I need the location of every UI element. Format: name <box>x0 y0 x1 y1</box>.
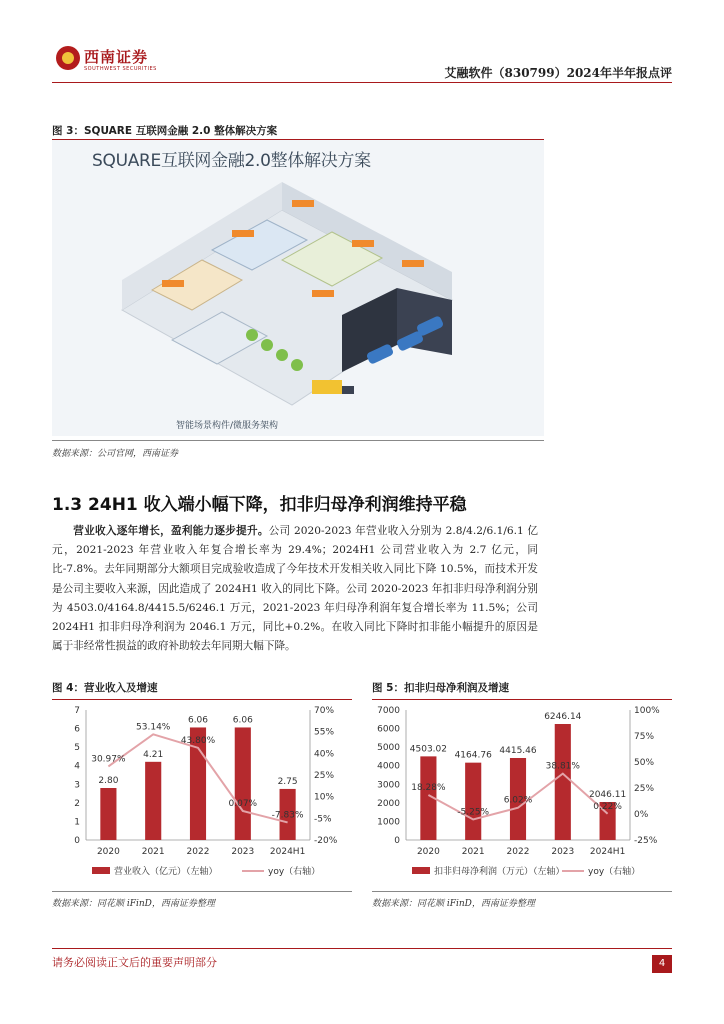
isometric-office-illustration <box>52 140 544 436</box>
section-paragraph <box>52 522 538 656</box>
y-tick-label: 2000 <box>377 798 400 809</box>
y2-tick-label: 55% <box>314 727 335 738</box>
net-profit-chart <box>372 700 672 890</box>
yoy-value-label: 0.07% <box>228 799 258 810</box>
figure5-bottom-rule <box>372 891 672 892</box>
logo-name: 西南证券 <box>84 48 149 66</box>
yoy-value-label: 43.80% <box>180 735 216 746</box>
y2-tick-label: 50% <box>634 758 655 768</box>
figure3-title: 图 3：SQUARE 互联网金融 2.0 整体解决方案 <box>52 125 278 137</box>
header-divider <box>52 82 672 83</box>
x-tick-label: 2024H1 <box>589 847 626 857</box>
y-tick-label: 7000 <box>377 706 400 716</box>
solution-illustration <box>52 140 544 436</box>
yoy-value-label: 30.97% <box>91 754 126 765</box>
bar-value-label: 4.21 <box>143 749 164 760</box>
bar-value-label: 4164.76 <box>454 750 492 761</box>
y2-tick-label: 70% <box>314 706 335 716</box>
legend-bar-swatch <box>92 867 110 874</box>
page-number: 4 <box>652 955 672 973</box>
bar-value-label: 4415.46 <box>499 745 537 756</box>
revenue-chart <box>52 700 352 890</box>
bar-value-label: 2.75 <box>277 776 298 787</box>
y-tick-label: 0 <box>394 836 400 846</box>
yoy-value-label: 18.28% <box>411 782 446 793</box>
x-tick-label: 2024H1 <box>269 847 306 857</box>
yoy-value-label: 0.22% <box>593 801 622 812</box>
bar <box>235 727 251 840</box>
y-tick-label: 6000 <box>377 724 400 735</box>
figure4-title: 图 4：营业收入及增速 <box>52 682 158 694</box>
yoy-value-label: 6.02% <box>503 795 533 806</box>
y-tick-label: 1000 <box>377 817 400 828</box>
y-tick-label: 7 <box>74 706 80 716</box>
legend-line-label: yoy（右轴） <box>588 867 641 877</box>
y2-tick-label: 40% <box>314 749 335 760</box>
legend-bar-swatch <box>412 867 430 874</box>
x-tick-label: 2022 <box>506 847 530 857</box>
y2-tick-label: 75% <box>634 732 655 742</box>
y-tick-label: 2 <box>74 798 80 809</box>
paragraph-body: 公司 2020-2023 年营业收入分别为 2.8/4.2/6.1/6.1 亿元，2021-2023 年营业收入年复合增长率为 29.4%；2024H1 公司营业收入为 2.7 亿元，同比-7.8%。去年同期部分大额项目完成验收造成了今年技术开发相关收入同比下降 10.5%，而技术开发是公司主要收入来源，因此造成了 2024H1 收入的同比下降。公司 2020-2023 年扣非归母净利润分别为 4503.0/4164.8/4415.5/6246.1 万元，2021-2023 年归母净利润年复合增长率为 11.5%；公司 2024H1 扣非归母净利润为 2046.1 万元，同比+0.2%。在收入同比下降时扣非能小幅提升的原因是属于非经常性损益的政府补助较去年同期大幅下降。 <box>52 525 538 653</box>
figure3-source: 数据来源：公司官网，西南证券 <box>52 449 179 459</box>
y2-tick-label: 100% <box>634 706 660 716</box>
logo-icon <box>56 46 80 70</box>
bar <box>145 762 161 840</box>
bar-value-label: 6.06 <box>187 715 209 726</box>
figure5-source: 数据来源：同花顺 iFinD，西南证券整理 <box>372 899 535 909</box>
figure4-source: 数据来源：同花顺 iFinD，西南证券整理 <box>52 899 215 909</box>
illustration-title: SQUARE互联网金融2.0整体解决方案 <box>92 151 371 171</box>
y-tick-label: 5 <box>74 743 80 754</box>
x-tick-label: 2021 <box>141 847 165 857</box>
bar <box>465 763 481 840</box>
yoy-value-label: 53.14% <box>136 722 171 733</box>
x-tick-label: 2021 <box>461 847 485 857</box>
bar-value-label: 2.80 <box>98 776 119 786</box>
yoy-value-label: 38.81% <box>545 761 580 772</box>
legend-bar-label: 营业收入（亿元）（左轴） <box>114 867 218 877</box>
footer-divider <box>52 948 672 949</box>
y2-tick-label: 25% <box>314 771 335 781</box>
y-tick-label: 4 <box>74 761 80 772</box>
x-tick-label: 2023 <box>231 847 255 857</box>
y-tick-label: 4000 <box>377 761 400 772</box>
y-tick-label: 3000 <box>377 780 400 791</box>
x-tick-label: 2022 <box>186 847 210 857</box>
x-tick-label: 2020 <box>96 847 120 857</box>
bar-value-label: 6.06 <box>232 715 253 726</box>
y-tick-label: 3 <box>74 780 80 791</box>
y-tick-label: 5000 <box>377 743 400 754</box>
section-heading: 1.3 24H1 收入端小幅下降，扣非归母净利润维持平稳 <box>52 495 467 515</box>
y-tick-label: 1 <box>74 817 80 828</box>
illustration-caption: 智能场景构件/微服务架构 <box>176 421 279 431</box>
x-tick-label: 2023 <box>551 847 575 857</box>
bar-value-label: 2046.11 <box>588 790 627 801</box>
report-title: 艾融软件（830799）2024年半年报点评 <box>444 66 672 80</box>
y2-tick-label: -20% <box>314 836 338 846</box>
x-tick-label: 2020 <box>416 847 440 857</box>
bar <box>555 724 571 840</box>
yoy-value-label: -7.83% <box>271 810 304 821</box>
y2-tick-label: -5% <box>314 814 332 825</box>
yoy-value-label: -5.25% <box>457 807 490 818</box>
figure4-bottom-rule <box>52 891 352 892</box>
legend-bar-label: 扣非归母净利润（万元）（左轴） <box>434 867 565 877</box>
bar <box>100 788 116 840</box>
y2-tick-label: 25% <box>634 784 655 794</box>
y2-tick-label: -25% <box>634 836 658 846</box>
legend-line-label: yoy（右轴） <box>268 867 321 877</box>
disclaimer-note: 请务必阅读正文后的重要声明部分 <box>52 956 217 969</box>
logo-subtitle: SOUTHWEST SECURITIES <box>84 66 157 72</box>
y2-tick-label: 10% <box>314 792 335 803</box>
bar-value-label: 4503.02 <box>409 744 448 755</box>
y-tick-label: 6 <box>74 724 80 735</box>
y2-tick-label: 0% <box>634 810 649 820</box>
y-tick-label: 0 <box>74 836 80 846</box>
paragraph-lead: 营业收入逐年增长，盈利能力逐步提升。 <box>73 525 269 537</box>
figure3-bottom-rule <box>52 440 544 441</box>
figure5-title: 图 5：扣非归母净利润及增速 <box>372 682 509 694</box>
bar-value-label: 6246.14 <box>544 712 582 723</box>
